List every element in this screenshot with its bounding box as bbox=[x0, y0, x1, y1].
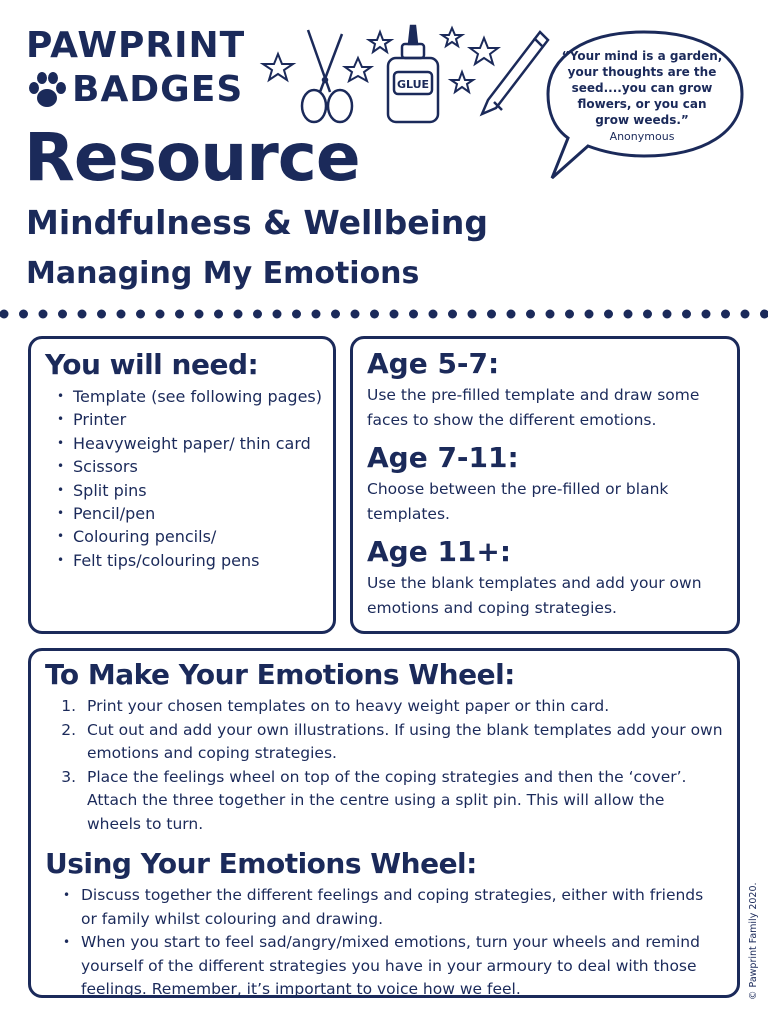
using-list bbox=[31, 884, 737, 1002]
using-wheel-heading: Using Your Emotions Wheel: bbox=[45, 847, 477, 880]
divider-dot bbox=[117, 310, 126, 319]
divider-dot bbox=[682, 310, 691, 319]
divider-dot bbox=[390, 310, 399, 319]
copyright-notice: © Pawprint Family 2020. bbox=[748, 882, 759, 1000]
divider-dot bbox=[663, 310, 672, 319]
divider-dot bbox=[58, 310, 67, 319]
divider-dot bbox=[0, 310, 9, 319]
divider-dot bbox=[234, 310, 243, 319]
age-title: Age 5-7: bbox=[367, 347, 500, 380]
divider-dot bbox=[39, 310, 48, 319]
star-icon bbox=[442, 28, 462, 46]
dotted-divider bbox=[0, 308, 768, 320]
divider-dot bbox=[214, 310, 223, 319]
divider-dot bbox=[448, 310, 457, 319]
make-wheel-heading: To Make Your Emotions Wheel: bbox=[45, 658, 515, 691]
divider-dot bbox=[760, 310, 768, 319]
divider-dot bbox=[468, 310, 477, 319]
divider-dot bbox=[19, 310, 28, 319]
divider-dot bbox=[175, 310, 184, 319]
divider-dot bbox=[721, 310, 730, 319]
divider-dot bbox=[78, 310, 87, 319]
age-block bbox=[353, 347, 737, 433]
age-title: Age 7-11: bbox=[367, 441, 519, 474]
step-item: 2. Cut out and add your own illustrations. If using the blank templates add your own emotions and coping strategies. bbox=[81, 719, 723, 766]
brand-line1: PAWPRINT bbox=[26, 25, 246, 66]
divider-dot bbox=[624, 310, 633, 319]
age-title: Age 11+: bbox=[367, 535, 512, 568]
you-will-need-panel bbox=[28, 336, 336, 634]
divider-dot bbox=[136, 310, 145, 319]
craft-illustration bbox=[256, 22, 556, 132]
divider-dot bbox=[351, 310, 360, 319]
list-item: • Printer bbox=[55, 408, 333, 431]
divider-dot bbox=[604, 310, 613, 319]
divider-dot bbox=[273, 310, 282, 319]
quote bbox=[560, 48, 724, 145]
step-item: 3. Place the feelings wheel on top of the coping strategies and then the ‘cover’. Attach the three together in the centre using a split pin. This will allow the wheels to turn. bbox=[81, 766, 723, 837]
page-subtitle-secondary: Managing My Emotions bbox=[26, 256, 420, 291]
divider-dot bbox=[156, 310, 165, 319]
divider-dot bbox=[292, 310, 301, 319]
instructions-panel bbox=[28, 648, 740, 998]
materials-list bbox=[31, 385, 333, 572]
step-item: 1. Print your chosen templates on to heavy weight paper or thin card. bbox=[81, 695, 723, 719]
list-item: • Felt tips/colouring pens bbox=[55, 549, 333, 572]
glue-bottle-icon bbox=[388, 26, 438, 122]
pencil-icon bbox=[482, 32, 548, 114]
list-item: • Scissors bbox=[55, 455, 333, 478]
divider-dot bbox=[312, 310, 321, 319]
divider-dot bbox=[643, 310, 652, 319]
star-icon bbox=[470, 38, 498, 64]
divider-dot bbox=[741, 310, 750, 319]
divider-dot bbox=[253, 310, 262, 319]
glue-label: GLUE bbox=[396, 78, 430, 91]
divider-dot bbox=[565, 310, 574, 319]
page-title: Resource bbox=[24, 119, 360, 196]
list-item: • Colouring pencils/ bbox=[55, 525, 333, 548]
you-will-need-heading: You will need: bbox=[45, 348, 259, 381]
divider-dot bbox=[487, 310, 496, 319]
divider-dot bbox=[585, 310, 594, 319]
scissors-icon bbox=[302, 30, 352, 122]
list-item: • Heavyweight paper/ thin card bbox=[55, 432, 333, 455]
divider-dot bbox=[546, 310, 555, 319]
star-icon bbox=[369, 32, 391, 52]
quote-text: “Your mind is a garden, your thoughts are the seed....you can grow flowers, or you can grow weeds.” bbox=[561, 49, 723, 127]
make-steps-list bbox=[31, 695, 737, 836]
divider-dot bbox=[195, 310, 204, 319]
age-text: Use the blank templates and add your own emotions and coping strategies. bbox=[367, 574, 702, 617]
list-item: • Pencil/pen bbox=[55, 502, 333, 525]
divider-dot bbox=[97, 310, 106, 319]
list-item: • Discuss together the different feelings and coping strategies, either with friends or family whilst colouring and drawing. bbox=[63, 884, 723, 931]
brand-logo bbox=[26, 24, 245, 112]
age-text: Use the pre-filled template and draw some faces to show the different emotions. bbox=[367, 386, 700, 429]
divider-dot bbox=[370, 310, 379, 319]
quote-author: Anonymous bbox=[609, 130, 675, 143]
paw-print-icon bbox=[26, 71, 68, 109]
brand-line2: BADGES bbox=[72, 69, 244, 110]
divider-dot bbox=[507, 310, 516, 319]
star-icon bbox=[451, 72, 473, 92]
divider-dot bbox=[702, 310, 711, 319]
age-block bbox=[353, 441, 737, 527]
divider-dot bbox=[409, 310, 418, 319]
divider-dot bbox=[429, 310, 438, 319]
age-guidance-panel bbox=[350, 336, 740, 634]
list-item: • When you start to feel sad/angry/mixed emotions, turn your wheels and remind yourself of the different strategies you have in your armoury to deal with those feelings. Remember, it’s important to voice how we feel. bbox=[63, 931, 723, 1002]
star-icon bbox=[263, 54, 293, 80]
page-subtitle: Mindfulness & Wellbeing bbox=[26, 203, 488, 242]
star-icon bbox=[345, 58, 371, 81]
divider-dot bbox=[331, 310, 340, 319]
list-item: • Split pins bbox=[55, 479, 333, 502]
age-text: Choose between the pre-filled or blank templates. bbox=[367, 480, 669, 523]
list-item: • Template (see following pages) bbox=[55, 385, 333, 408]
divider-dot bbox=[526, 310, 535, 319]
age-block bbox=[353, 535, 737, 621]
